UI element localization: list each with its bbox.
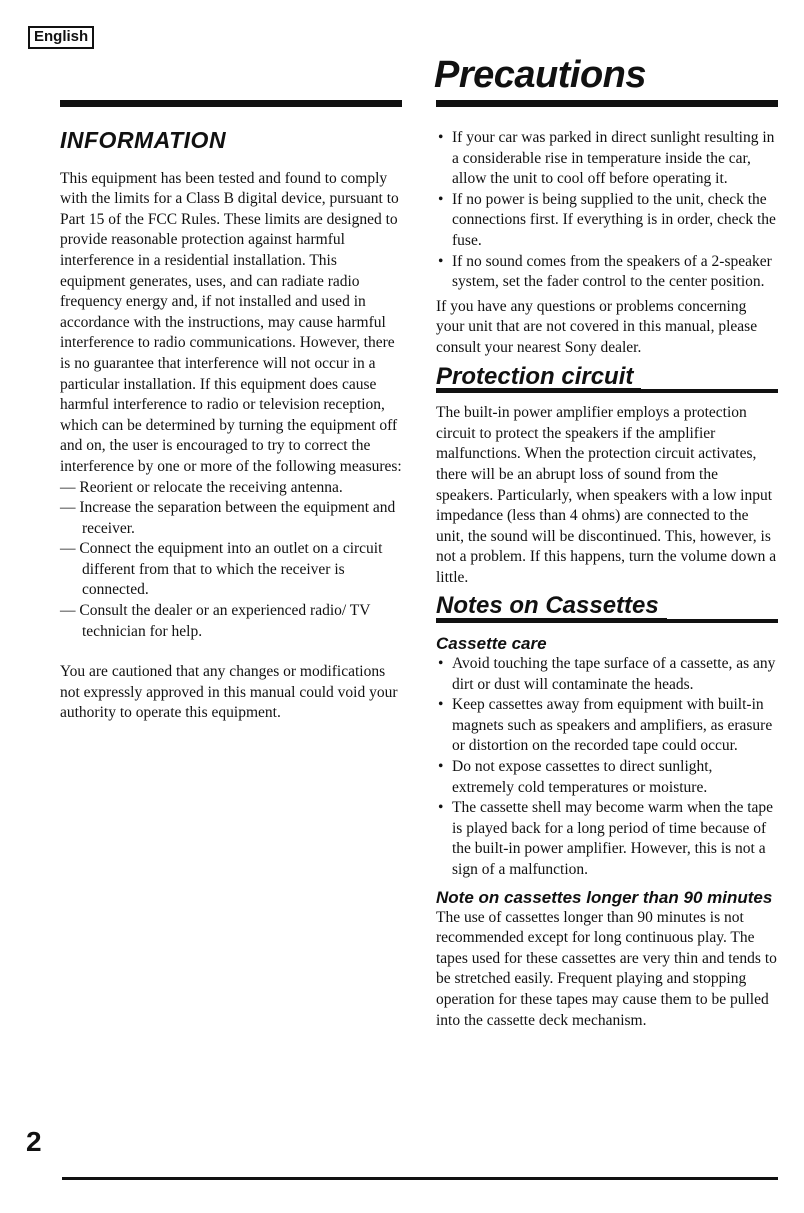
right-column xyxy=(436,128,778,1031)
cassette-care-item: • Keep cassettes away from equipment with built-in magnets such as speakers and amplifiers, as erasure or distortion on the recorded tape could occur. xyxy=(436,695,778,757)
measures-list xyxy=(60,478,404,643)
information-paragraph: This equipment has been tested and found to comply with the limits for a Class B digital device, pursuant to Part 15 of the FCC Rules. These limits are designed to provide reasonable protection against harmful interference in a residential installation. This equipment generates, uses, and can radiate radio frequency energy and, if not installed and used in accordance with the instructions, may cause harmful interference to radio communications. However, there is no guarantee that interference will not occur in a particular installation. If this equipment does cause harmful interference to radio or television reception, which can be determined by turning the equipment off and on, the user is encouraged to try to correct the interference by one or more of the following measures: xyxy=(60,169,402,475)
protection-circuit-body: The built-in power amplifier employs a protection circuit to protect the speakers if the amplifier malfunctions. When the protection circuit activates, there will be an abrupt loss of sound from the speakers. Particularly, when speakers with a low input impedance (less than 4 ohms) are connected to the unit, the sound will be discontinued. This, however, is not a problem. If this happens, turn the volume down a little. xyxy=(436,404,777,586)
language-badge: English xyxy=(28,26,94,49)
measure-item: — Consult the dealer or an experienced radio/ TV technician for help. xyxy=(60,602,371,640)
caution-paragraph: You are cautioned that any changes or modifications not expressly approved in this manual could void your authority to operate this equipment. xyxy=(60,663,398,722)
precaution-item: • If no power is being supplied to the unit, check the connections first. If everything is in order, check the fuse. xyxy=(436,190,778,252)
cassette-care-item: • Avoid touching the tape surface of a cassette, as any dirt or dust will contaminate the heads. xyxy=(436,654,778,695)
page-title: Precautions xyxy=(434,54,647,96)
protection-circuit-section xyxy=(436,362,778,589)
footer-rule xyxy=(62,1177,778,1180)
long-cassettes-body: The use of cassettes longer than 90 minutes is not recommended except for long continuous play. The tapes used for these cassettes are very thin and tends to be stretched easily. Frequent playing and stopping operation for these tapes may cause them to be pulled into the cassette deck mechanism. xyxy=(436,908,777,1029)
precautions-list xyxy=(436,128,778,293)
notes-on-cassettes-section xyxy=(436,592,778,1031)
cassette-care-item: • The cassette shell may become warm when the tape is played back for a long period of time because of the built-in power amplifier. However, this is not a sign of a malfunction. xyxy=(436,798,778,880)
right-header-rule xyxy=(436,100,778,107)
measure-item: — Increase the separation between the equipment and receiver. xyxy=(60,499,396,537)
information-heading: INFORMATION xyxy=(60,127,227,153)
cassette-care-list xyxy=(436,654,778,881)
precautions-closing: If you have any questions or problems concerning your unit that are not covered in this manual, please consult your nearest Sony dealer. xyxy=(436,297,758,356)
measure-item: — Connect the equipment into an outlet on a circuit different from that to which the receiver is connected. xyxy=(60,540,383,599)
precaution-item: • If your car was parked in direct sunlight resulting in a considerable rise in temperature inside the car, allow the unit to cool off before operating it. xyxy=(436,128,778,190)
page-number: 2 xyxy=(26,1126,42,1157)
notes-on-cassettes-heading: Notes on Cassettes xyxy=(436,596,667,620)
long-cassettes-heading: Note on cassettes longer than 90 minutes xyxy=(436,887,773,907)
cassette-care-heading: Cassette care xyxy=(436,634,547,654)
protection-circuit-heading: Protection circuit xyxy=(436,367,641,391)
measure-item: — Reorient or relocate the receiving antenna. xyxy=(60,478,343,496)
left-header-rule xyxy=(60,100,402,107)
cassette-care-item: • Do not expose cassettes to direct sunlight, extremely cold temperatures or moisture. xyxy=(436,757,778,798)
left-column xyxy=(60,127,404,724)
precaution-item: • If no sound comes from the speakers of a 2-speaker system, set the fader control to the center position. xyxy=(436,252,778,293)
